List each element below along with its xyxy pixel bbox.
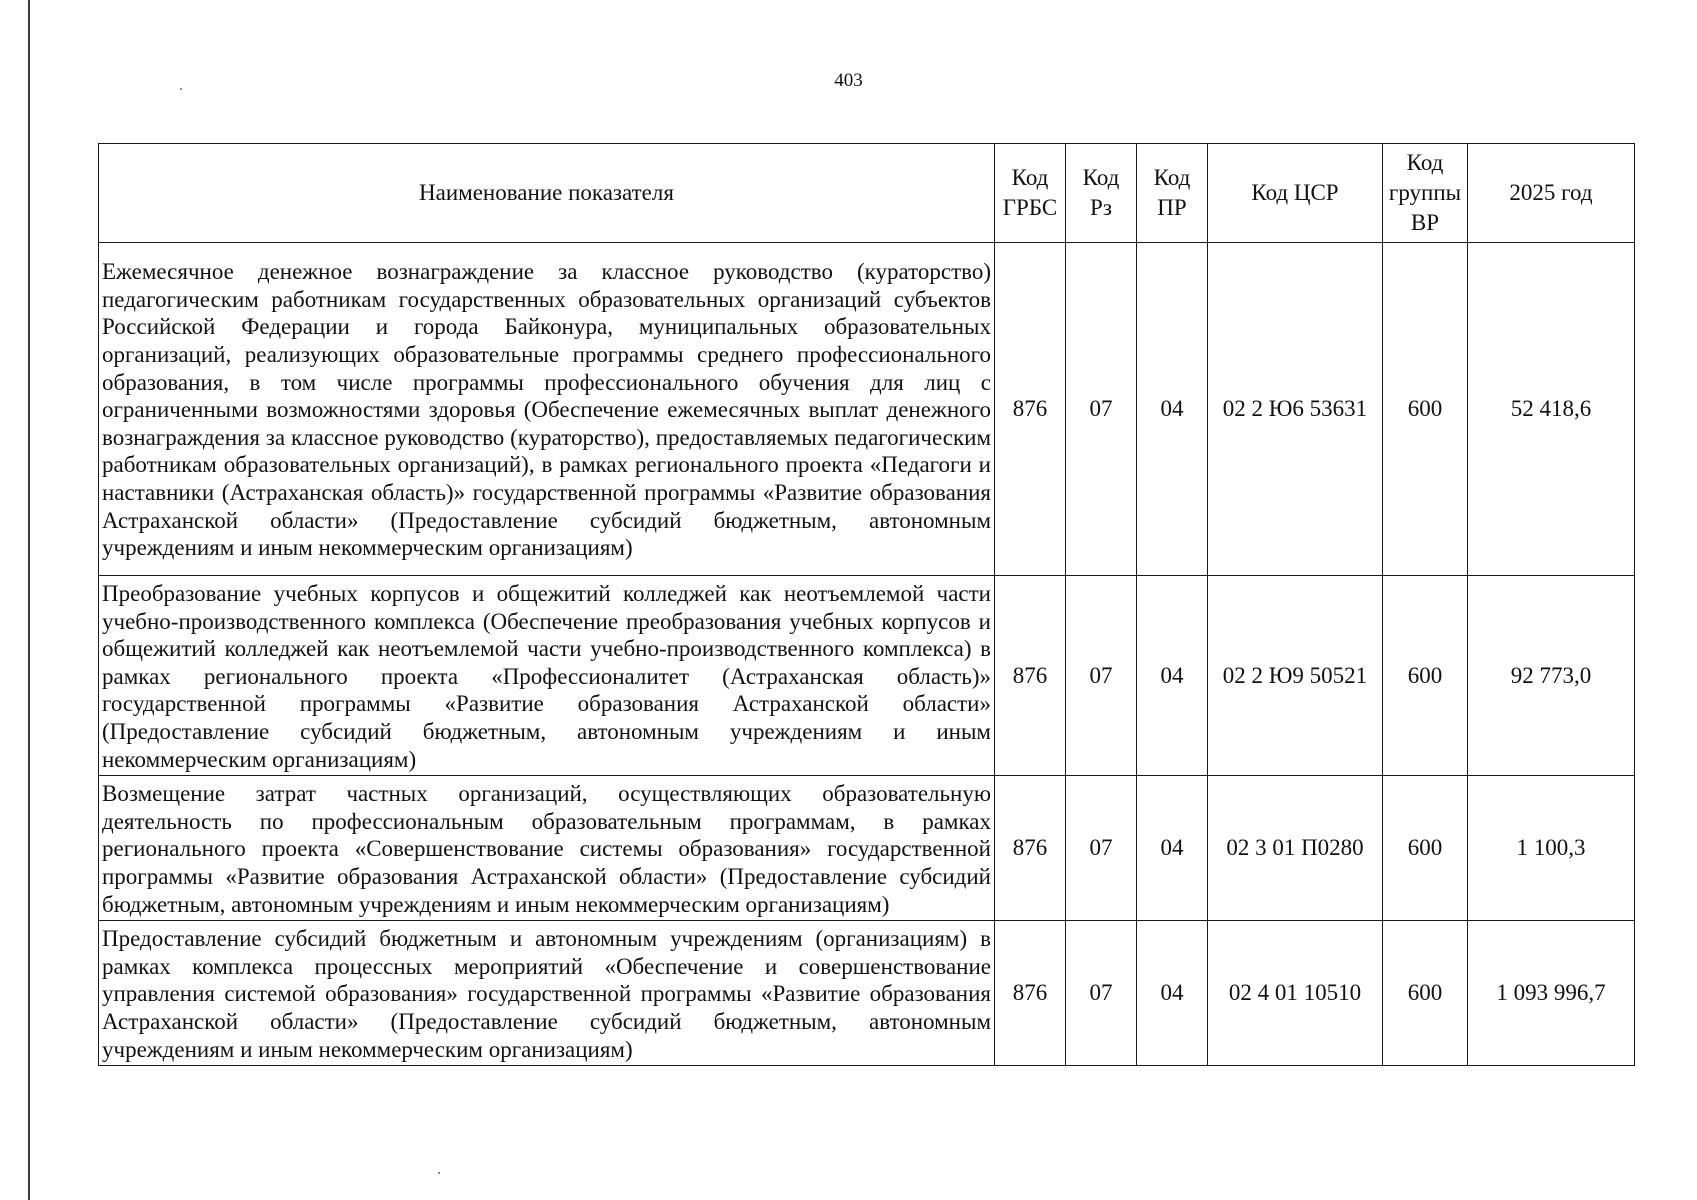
row-csr: 02 2 Ю9 50521 — [1208, 576, 1383, 776]
row-vr: 600 — [1383, 921, 1468, 1066]
header-year: 2025 год — [1468, 144, 1635, 243]
budget-table — [98, 143, 1635, 1066]
row-grbs: 876 — [995, 776, 1066, 921]
row-rz: 07 — [1066, 243, 1137, 576]
row-csr: 02 2 Ю6 53631 — [1208, 243, 1383, 576]
row-vr: 600 — [1383, 576, 1468, 776]
header-name: Наименование показателя — [99, 144, 995, 243]
table-row — [99, 576, 1635, 776]
row-rz: 07 — [1066, 921, 1137, 1066]
scan-speck — [438, 1172, 440, 1174]
binding-edge-line — [28, 0, 30, 1200]
row-vr: 600 — [1383, 243, 1468, 576]
row-name: Преобразование учебных корпусов и общежитий колледжей как неотъемлемой части учебно-производственного комплекса (Обеспечение преобразования учебных корпусов и общежитий колледжей как неотъемлемой части учебно-производственного комплекса) в рамках регионального проекта «Профессионалитет (Астраханская область)» государственной программы «Развитие образования Астраханской области» (Предоставление субсидий бюджетным, автономным учреждениям и иным некоммерческим организациям) — [99, 576, 995, 776]
row-amount: 92 773,0 — [1468, 576, 1635, 776]
header-pr: Код ПР — [1137, 144, 1208, 243]
row-name: Ежемесячное денежное вознаграждение за классное руководство (кураторство) педагогическим работникам государственных образовательных организаций субъектов Российской Федерации и города Байконура, муниципальных образовательных организаций, реализующих образовательные программы среднего профессионального образования, в том числе программы профессионального обучения для лиц с ограниченными возможностями здоровья (Обеспечение ежемесячных выплат денежного вознаграждения за классное руководство (кураторство), предоставляемых педагогическим работникам образовательных организаций), в рамках регионального проекта «Педагоги и наставники (Астраханская область)» государственной программы «Развитие образования Астраханской области» (Предоставление субсидий бюджетным, автономным учреждениям и иным некоммерческим организациям) — [99, 243, 995, 576]
row-grbs: 876 — [995, 921, 1066, 1066]
table-header-row — [99, 144, 1635, 243]
row-amount: 1 093 996,7 — [1468, 921, 1635, 1066]
table-row — [99, 243, 1635, 576]
row-name: Предоставление субсидий бюджетным и автономным учреждениям (организациям) в рамках комплекса процессных мероприятий «Обеспечение и совершенствование управления системой образования» государственной программы «Развитие образования Астраханской области» (Предоставление субсидий бюджетным, автономным учреждениям и иным некоммерческим организациям) — [99, 921, 995, 1066]
table-row — [99, 776, 1635, 921]
row-amount: 1 100,3 — [1468, 776, 1635, 921]
header-csr: Код ЦСР — [1208, 144, 1383, 243]
row-grbs: 876 — [995, 243, 1066, 576]
row-vr: 600 — [1383, 776, 1468, 921]
row-pr: 04 — [1137, 776, 1208, 921]
row-csr: 02 3 01 П0280 — [1208, 776, 1383, 921]
row-pr: 04 — [1137, 921, 1208, 1066]
header-vr: Код группы ВР — [1383, 144, 1468, 243]
row-amount: 52 418,6 — [1468, 243, 1635, 576]
page-number: 403 — [834, 70, 863, 91]
row-name: Возмещение затрат частных организаций, осуществляющих образовательную деятельность по профессиональным образовательным программам, в рамках регионального проекта «Совершенствование системы образования» государственной программы «Развитие образования Астраханской области» (Предоставление субсидий бюджетным, автономным учреждениям и иным некоммерческим организациям) — [99, 776, 995, 921]
row-pr: 04 — [1137, 243, 1208, 576]
table-row — [99, 921, 1635, 1066]
header-grbs: Код ГРБС — [995, 144, 1066, 243]
header-rz: Код Рз — [1066, 144, 1137, 243]
row-pr: 04 — [1137, 576, 1208, 776]
row-csr: 02 4 01 10510 — [1208, 921, 1383, 1066]
row-rz: 07 — [1066, 776, 1137, 921]
row-grbs: 876 — [995, 576, 1066, 776]
row-rz: 07 — [1066, 576, 1137, 776]
